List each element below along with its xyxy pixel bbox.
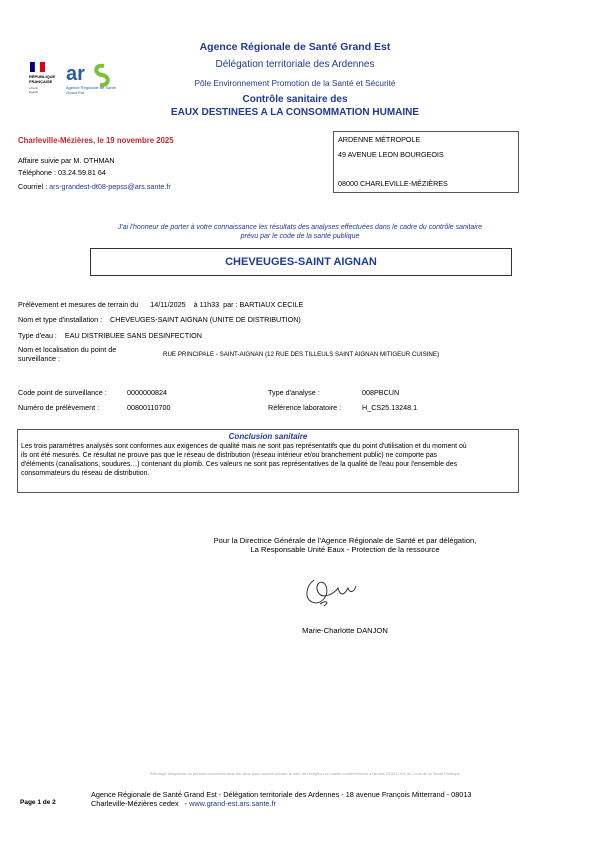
numero-prelevement-value: 00800110700	[127, 403, 171, 412]
svg-text:ar: ar	[66, 63, 85, 85]
numero-prelevement-label: Numéro de prélèvement :	[18, 403, 100, 412]
conclusion-line2: ils ont été mesurés. Ce résultat ne prouve pas que le réseau de distribution (réseau intérieur et/ou branchement public) ne comporte pas	[21, 452, 437, 459]
footer-city: Charleville-Mézières cedex -	[91, 799, 190, 808]
republique-francaise-logo	[28, 62, 62, 94]
signature-line2: La Responsable Unité Eaux - Protection de la ressource	[250, 545, 440, 554]
svg-text:Grand Est: Grand Est	[66, 90, 85, 95]
commune-name: CHEVEUGES-SAINT AIGNAN	[225, 256, 377, 268]
pole-name: Pôle Environnement Promotion de la Santé et Sécurité	[194, 78, 396, 88]
footer-address-line2	[91, 799, 276, 808]
svg-text:FRANÇAISE: FRANÇAISE	[29, 79, 53, 84]
doc-title-line2: EAUX DESTINEES A LA CONSOMMATION HUMAINE	[170, 107, 420, 118]
courriel-link[interactable]: ars-grandest-dt08-pepss@ars.sante.fr	[49, 182, 171, 191]
reference-labo-label: Référence laboratoire :	[268, 403, 342, 412]
reference-labo-value: H_CS25.13248.1	[362, 403, 418, 412]
recipient-line2: 49 AVENUE LEON BOURGEOIS	[338, 150, 444, 159]
point-label-line2: surveillance :	[18, 354, 60, 363]
conclusion-line4: consommateurs du réseau de distribution.	[21, 470, 150, 477]
type-analyse-value: 008PBCUN	[362, 388, 400, 397]
courriel-label: Courriel :	[18, 182, 48, 191]
commune-box	[90, 248, 512, 276]
code-point-label: Code point de surveillance :	[18, 388, 107, 397]
conclusion-line3: d'éléments (canalisations, soudures…) contenant du plomb. Ces valeurs ne sont pas représentatives de la qualité de l'eau pour l'ensemble des	[21, 461, 458, 468]
agency-name: Agence Régionale de Santé Grand Est	[199, 41, 391, 53]
doc-title-line1: Contrôle sanitaire des	[242, 94, 348, 105]
recipient-line3: 08000 CHARLEVILLE-MÉZIÈRES	[338, 179, 448, 188]
code-point-value: 0000000824	[127, 388, 167, 397]
point-label-line1: Nom et localisation du point de	[18, 345, 117, 354]
conclusion-line1: Les trois paramètres analysés sont conformes aux exigences de qualité mais ne sont pas représentatifs que du point d'utilisation et du moment où	[21, 443, 467, 450]
footer-fine-print: Affichage obligatoire du présent document dans les deux jours ouvrés suivant la date de réception en mairie conformément à l'article D1321-104 du Code de la Santé Publique	[150, 771, 460, 776]
recipient-line1: ARDENNE MÉTROPOLE	[338, 135, 421, 144]
conclusion-title: Conclusion sanitaire	[228, 432, 308, 441]
handwritten-signature	[300, 572, 360, 615]
intro-line2: prévu par le code de la santé publique	[240, 233, 360, 240]
point-value: RUE PRINCIPALE - SAINT-AIGNAN (12 RUE DES TILLEULS SAINT AIGNAN MITIGEUR CUISINE)	[163, 351, 440, 358]
ars-logo	[64, 58, 116, 98]
prelevement-line: Prélèvement et mesures de terrain du 14/11/2025 à 11h33 par : BARTIAUX CECILE	[18, 300, 304, 309]
type-eau-line: Type d'eau : EAU DISTRIBUEE SANS DESINFECTION	[18, 331, 202, 340]
footer-website-link[interactable]: www.grand-est.ars.sante.fr	[189, 799, 276, 808]
footer-address-line1: Agence Régionale de Santé Grand Est - Délégation territoriale des Ardennes - 18 avenue François Mitterrand - 08013	[91, 790, 472, 799]
recipient-address-box	[333, 131, 519, 193]
page-number: Page 1 de 2	[20, 799, 56, 806]
svg-text:Agence Régionale de Santé: Agence Régionale de Santé	[66, 85, 116, 90]
affaire-suivie: Affaire suivie par M. OTHMAN	[18, 156, 115, 165]
conclusion-box	[17, 429, 519, 493]
delegation-name: Délégation territoriale des Ardennes	[215, 59, 375, 70]
courriel-line	[18, 182, 171, 191]
telephone: Téléphone : 03.24.59.81 64	[18, 168, 106, 177]
svg-text:Liberté: Liberté	[29, 86, 39, 90]
installation-line: Nom et type d'installation : CHEVEUGES-SAINT AIGNAN (UNITE DE DISTRIBUTION)	[18, 315, 301, 324]
signature-line1: Pour la Directrice Générale de l'Agence Régionale de Santé et par délégation,	[213, 536, 477, 545]
signatory-name: Marie-Charlotte DANJON	[302, 626, 388, 635]
type-analyse-label: Type d'analyse :	[268, 388, 320, 397]
date-line: Charleville-Mézières, le 19 novembre 2025	[18, 136, 174, 145]
svg-text:Égalité: Égalité	[29, 90, 39, 94]
intro-line1: J'ai l'honneur de porter à votre connaissance les résultats des analyses effectuées dans le cadre du contrôle sanitaire	[117, 224, 483, 231]
svg-text:RÉPUBLIQUE: RÉPUBLIQUE	[29, 74, 56, 79]
